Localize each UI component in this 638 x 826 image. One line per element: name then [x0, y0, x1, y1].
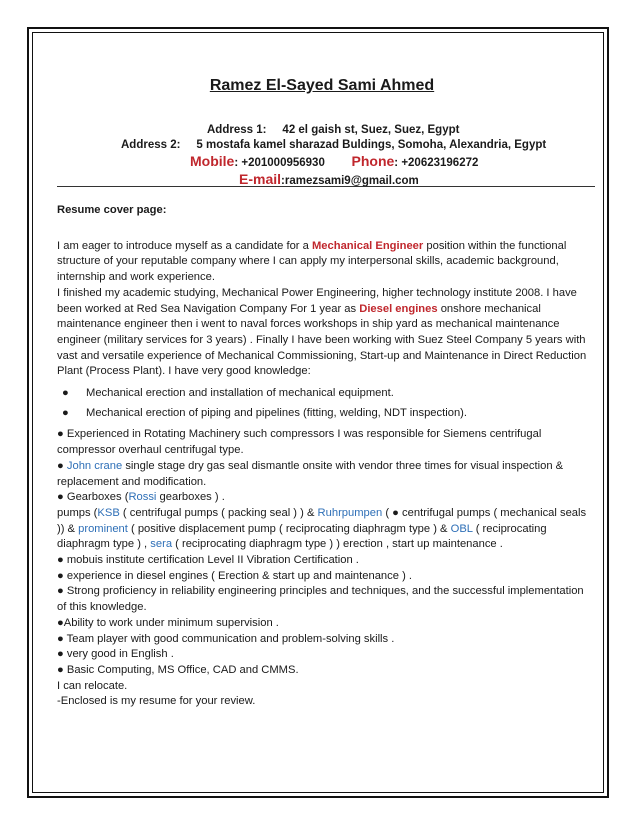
pumps-text: ( centrifugal pumps ( packing seal ) ) & — [119, 506, 318, 519]
brand-prominent: prominent — [78, 522, 128, 535]
header-divider — [57, 186, 595, 187]
skill-item: ● Team player with good communication and problem-solving skills . — [57, 632, 395, 645]
skill-text: ● Gearboxes ( — [57, 491, 129, 504]
bullet-icon: ● — [62, 387, 69, 400]
experience-text-a: I finished my academic studying, Mechanical Power Engineering, higher technology institute 2008. I have been worked at Red Sea Navigation Company For 1 year as — [57, 286, 577, 315]
brand-ruhrpumpen: Ruhrpumpen — [317, 506, 383, 519]
bullet-text: Mechanical erection of piping and pipelines (fitting, welding, NDT inspection). — [86, 406, 467, 419]
skill-item: ● experience in diesel engines ( Erection & start up and maintenance ) . — [57, 569, 413, 582]
brand-john-crane: John crane — [66, 459, 123, 472]
knowledge-bullet — [57, 406, 589, 422]
phone-label: Phone — [351, 153, 395, 169]
mobile-label: Mobile — [190, 153, 235, 169]
bullet-icon: ● — [62, 406, 69, 419]
phone-line — [190, 153, 478, 171]
skill-text: ● — [57, 459, 67, 472]
pumps-text: ( ● centrifugal pumps ( mechanical seals )) & — [57, 506, 587, 535]
intro-text-a: I am eager to introduce myself as a candidate for a — [57, 239, 312, 252]
skill-text: gearboxes ) . — [156, 491, 225, 504]
experience-paragraph — [57, 286, 589, 380]
address-2-label: Address 2: — [121, 139, 181, 151]
email-label: E-mail — [239, 171, 282, 187]
enclosed-note: -Enclosed is my resume for your review. — [57, 695, 256, 708]
intro-paragraph — [57, 239, 589, 286]
candidate-name: Ramez El-Sayed Sami Ahmed — [209, 77, 435, 94]
address-1-label: Address 1: — [207, 124, 267, 136]
skill-item: ● mobuis institute certification Level II Vibration Certification . — [57, 554, 359, 567]
intro-text-b: position within the functional structure of your reputable company where I can apply my interpersonal skills, academic background, internship and work experience. — [57, 239, 567, 284]
pumps-text: ( reciprocating diaphragm type ) , — [57, 522, 547, 551]
bullet-text: Mechanical erection and installation of mechanical equipment. — [86, 387, 394, 400]
pumps-text: ( reciprocating diaphragm type ) ) erection , start up maintenance . — [172, 538, 503, 551]
skill-item — [57, 490, 589, 506]
brand-sera: sera — [150, 538, 173, 551]
address-1-value: 42 el gaish st, Suez, Suez, Egypt — [282, 124, 460, 136]
relocate-note: I can relocate. — [57, 679, 128, 692]
address-1 — [207, 124, 459, 136]
target-role: Mechanical Engineer — [311, 239, 424, 252]
diesel-engines-highlight: Diesel engines — [359, 302, 438, 315]
brand-rossi: Rossi — [128, 491, 157, 504]
address-2-value: 5 mostafa kamel sharazad Buldings, Somoha, Alexandria, Egypt — [196, 139, 547, 151]
pumps-text: pumps ( — [57, 506, 98, 519]
experience-text-b: onshore mechanical maintenance engineer then i went to naval forces workshops in ship yard as mechanical maintenance engineer (military services for 3 years) . Finally I have been working with Suez Steel Company 5 years with vast and versatile experience of Mechanical Commissioning, Start-up and Maintenance in Direct Reduction Plant (Process Plant). I have very good knowledge: — [57, 302, 587, 378]
brand-obl: OBL — [450, 522, 473, 535]
skill-item: ●Ability to work under minimum supervision . — [57, 616, 279, 629]
section-title: Resume cover page: — [57, 204, 167, 216]
pumps-text: ( positive displacement pump ( reciprocating diaphragm type ) & — [127, 522, 451, 535]
phone-value: : +20623196272 — [394, 157, 479, 169]
brand-ksb: KSB — [97, 506, 120, 519]
skill-item: ● Experienced in Rotating Machinery such compressors I was responsible for Siemens centrifugal compressor overhaul centrifugal type. — [57, 428, 542, 457]
skill-item: ● very good in English . — [57, 648, 174, 661]
pumps-item — [57, 506, 589, 553]
address-2 — [121, 139, 546, 151]
skill-item — [57, 459, 589, 490]
skill-item: ● Basic Computing, MS Office, CAD and CMMS. — [57, 663, 299, 676]
cover-letter-body — [57, 203, 589, 710]
skill-text: single stage dry gas seal dismantle onsite with vendor three times for visual inspection & replacement and modification. — [57, 459, 564, 488]
knowledge-bullet — [57, 386, 589, 402]
mobile-value: : +201000956930 — [234, 157, 325, 169]
email-value[interactable]: :ramezsami9@gmail.com — [281, 175, 419, 187]
skill-item: ● Strong proficiency in reliability engineering principles and techniques, and the successful implementation of this knowledge. — [57, 585, 584, 614]
